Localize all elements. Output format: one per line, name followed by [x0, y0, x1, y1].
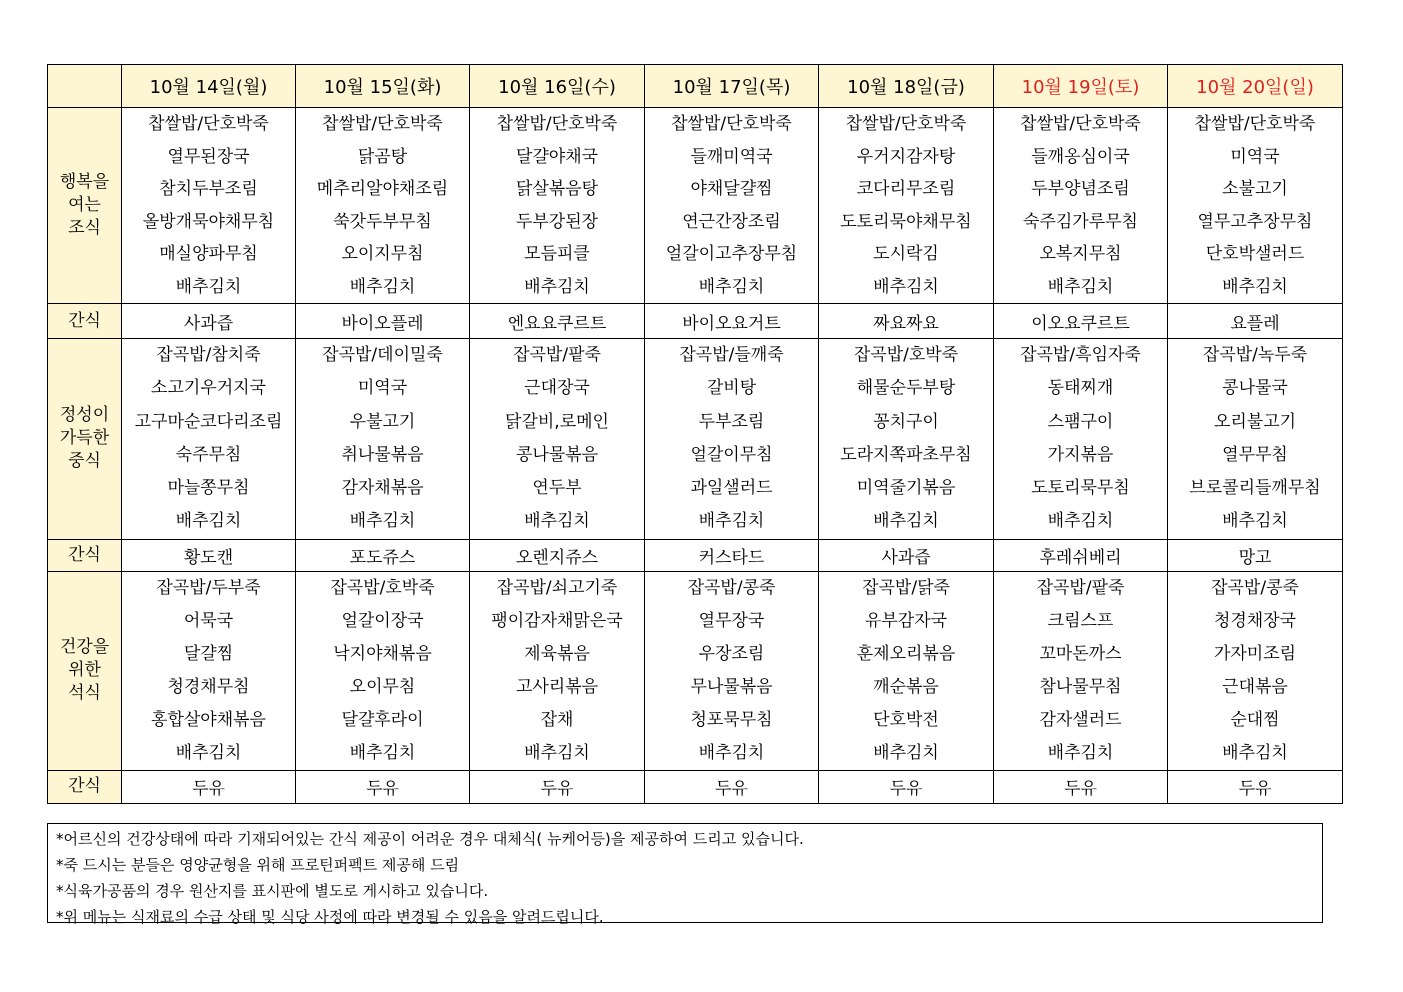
menu-item: 잡곡밥/콩죽 [687, 577, 776, 598]
menu-item: 오리불고기 [1213, 411, 1297, 432]
menu-item: 감자샐러드 [1039, 709, 1122, 730]
menu-item: 들깨옹심이국 [1031, 146, 1130, 167]
menu-item: 배추김치 [175, 276, 242, 297]
menu-item: 찹쌀밥/단호박죽 [671, 114, 792, 134]
menu-item: 홍합살야채볶음 [151, 709, 266, 730]
menu-item: 모듬피클 [524, 244, 590, 264]
meal-cell [819, 108, 994, 304]
menu-item: 고사리볶음 [515, 676, 599, 697]
menu-item: 크림스프 [1047, 610, 1114, 631]
note-line: *위 메뉴는 식재료의 수급 상태 및 식당 사정에 따라 변경될 수 있음을 알려드립니다. [56, 908, 604, 926]
meal-cell [1168, 571, 1343, 770]
menu-item: 잡곡밥/흑임자죽 [1020, 345, 1141, 365]
menu-item: 고구마순코다리조림 [134, 411, 283, 432]
menu-item: 팽이감자채맑은국 [491, 610, 623, 631]
menu-item: 잡곡밥/데이밀죽 [322, 345, 443, 365]
row-label [48, 770, 122, 803]
menu-item: 꼬마돈까스 [1039, 643, 1122, 664]
menu-item: 오복지무침 [1039, 244, 1122, 264]
menu-item: 참치두부조림 [159, 179, 258, 199]
snack-cell: 두유 [296, 770, 470, 803]
row-label-line: 가득한 [59, 428, 110, 449]
menu-item: 청포묵무침 [690, 709, 773, 730]
meal-cell [645, 108, 819, 304]
menu-item: 잡곡밥/쇠고기죽 [496, 577, 618, 598]
note-line: *어르신의 건강상태에 따라 기재되어있는 간식 제공이 어려운 경우 대체식( 뉴케어등)을 제공하여 드리고 있습니다. [56, 830, 804, 848]
meal-cell [819, 339, 994, 540]
corner-cell [48, 65, 122, 108]
meal-cell [296, 108, 470, 304]
menu-item: 숙주김가루무침 [1023, 211, 1138, 232]
menu-item: 배추김치 [524, 276, 590, 297]
row-label-line: 건강을 [59, 637, 110, 658]
menu-item: 올방개묵야채무침 [142, 211, 275, 232]
menu-item: 두부조림 [698, 411, 765, 432]
header-row [48, 65, 1343, 108]
menu-item: 얼갈이장국 [341, 610, 424, 631]
snack-cell: 두유 [1168, 770, 1343, 803]
menu-item: 두부강된장 [515, 211, 599, 232]
menu-item: 유부감자국 [864, 610, 948, 631]
menu-item: 열무고추장무침 [1197, 211, 1313, 232]
snack-cell: 짜요짜요 [819, 304, 994, 339]
meal-cell [645, 571, 819, 770]
menu-item: 단호박전 [873, 709, 939, 730]
menu-item: 도시락김 [873, 244, 939, 264]
menu-item: 마늘쫑무침 [167, 478, 250, 499]
menu-item: 달걀후라이 [341, 709, 424, 730]
menu-item: 잡곡밥/닭죽 [862, 577, 950, 598]
menu-item: 잡곡밥/콩죽 [1211, 577, 1299, 598]
row-label-line: 정성이 [59, 405, 110, 426]
meal-cell [994, 571, 1168, 770]
row-label-line: 중식 [68, 451, 101, 472]
menu-item: 닭살볶음탕 [515, 179, 599, 199]
menu-item: 훈제오리볶음 [856, 643, 956, 664]
menu-item: 배추김치 [524, 511, 590, 532]
menu-item: 갈비탕 [706, 378, 757, 399]
menu-item: 배추김치 [1047, 276, 1114, 297]
menu-item: 숙주무침 [175, 444, 242, 465]
menu-item: 배추김치 [175, 511, 242, 532]
row-label-line: 간식 [68, 310, 101, 331]
meal-cell [470, 571, 645, 770]
menu-item: 찹쌀밥/단호박죽 [496, 114, 618, 134]
menu-item: 제육볶음 [524, 643, 590, 664]
menu-item: 배추김치 [873, 511, 939, 532]
row-label [48, 304, 122, 339]
menu-item: 콩나물볶음 [515, 444, 599, 465]
snack-cell: 후레쉬베리 [994, 539, 1168, 571]
snack-cell: 사과즙 [819, 539, 994, 571]
menu-body [48, 108, 1343, 804]
menu-item: 열무장국 [698, 610, 765, 631]
menu-item: 오이지무침 [341, 244, 424, 264]
row-label-line: 조식 [68, 218, 101, 238]
day-header: 10월 17일(목) [645, 65, 819, 108]
menu-item: 배추김치 [698, 742, 765, 763]
menu-item: 열무무침 [1222, 444, 1288, 465]
meal-cell [1168, 339, 1343, 540]
snack-cell: 두유 [122, 770, 296, 803]
menu-item: 잡채 [540, 709, 574, 730]
snack-cell: 엔요요쿠르트 [470, 304, 645, 339]
snack-cell: 두유 [994, 770, 1168, 803]
menu-item: 도토리묵야채무침 [840, 211, 972, 232]
menu-item: 잡곡밥/호박죽 [330, 577, 435, 598]
day-header: 10월 20일(일) [1168, 65, 1343, 108]
menu-item: 단호박샐러드 [1205, 244, 1305, 264]
meal-cell [296, 339, 470, 540]
meal-cell [994, 108, 1168, 304]
snack-cell: 포도쥬스 [296, 539, 470, 571]
notes-box [47, 823, 1323, 926]
menu-item: 배추김치 [698, 276, 765, 297]
row-label-line: 간식 [68, 776, 101, 797]
menu-item: 닭곰탕 [357, 146, 408, 167]
snack-cell: 오렌지쥬스 [470, 539, 645, 571]
row-label [48, 539, 122, 571]
row-label-line: 석식 [68, 683, 101, 704]
snack-cell: 바이오플레 [296, 304, 470, 339]
menu-item: 배추김치 [349, 742, 416, 763]
menu-item: 낙지야채볶음 [333, 643, 432, 664]
menu-item: 가지볶음 [1047, 444, 1114, 465]
menu-item: 우장조림 [698, 643, 765, 664]
row-label [48, 108, 122, 304]
menu-item: 어묵국 [183, 610, 234, 631]
snack-cell: 망고 [1168, 539, 1343, 571]
menu-item: 미역국 [1230, 146, 1280, 167]
menu-item: 매실양파무침 [159, 244, 258, 264]
meal-cell [122, 339, 296, 540]
row-label-line: 행복을 [59, 172, 110, 192]
meal-cell [470, 108, 645, 304]
menu-item: 배추김치 [1222, 511, 1288, 532]
meal-cell [470, 339, 645, 540]
menu-item: 배추김치 [349, 276, 416, 297]
snack-cell: 바이오요거트 [645, 304, 819, 339]
menu-item: 소불고기 [1222, 179, 1288, 199]
meal-row [48, 339, 1343, 540]
menu-item: 가자미조림 [1213, 643, 1297, 664]
day-header: 10월 14일(월) [122, 65, 296, 108]
menu-item: 배추김치 [1047, 511, 1114, 532]
menu-item: 찹쌀밥/단호박죽 [322, 114, 443, 134]
menu-item: 달걀야채국 [515, 146, 599, 167]
menu-item: 배추김치 [175, 742, 242, 763]
meal-row [48, 571, 1343, 770]
menu-item: 달걀찜 [183, 643, 234, 664]
menu-item: 두부양념조림 [1031, 179, 1130, 199]
meal-cell [819, 571, 994, 770]
menu-item: 꽁치구이 [873, 411, 939, 432]
menu-item: 오이무침 [349, 676, 416, 697]
snack-cell: 두유 [645, 770, 819, 803]
menu-item: 메추리알야채조림 [316, 179, 449, 199]
menu-item: 쑥갓두부무침 [333, 211, 432, 232]
note-line: *식육가공품의 경우 원산지를 표시판에 별도로 게시하고 있습니다. [56, 882, 489, 900]
day-header: 10월 19일(토) [994, 65, 1168, 108]
snack-row [48, 539, 1343, 571]
menu-item: 배추김치 [873, 276, 939, 297]
snack-cell: 이오요쿠르트 [994, 304, 1168, 339]
menu-item: 닭갈비,로메인 [505, 411, 609, 432]
menu-item: 도라지쪽파초무침 [840, 444, 972, 465]
snack-row [48, 304, 1343, 339]
day-header: 10월 15일(화) [296, 65, 470, 108]
menu-item: 잡곡밥/팥죽 [513, 345, 601, 365]
menu-item: 열무된장국 [167, 146, 250, 167]
menu-item: 콩나물국 [1222, 378, 1288, 399]
menu-item: 잡곡밥/팥죽 [1036, 577, 1125, 598]
snack-row [48, 770, 1343, 803]
menu-item: 잡곡밥/녹두죽 [1202, 345, 1308, 365]
menu-item: 배추김치 [698, 511, 765, 532]
menu-item: 잡곡밥/참치죽 [156, 345, 261, 365]
menu-item: 우거지감자탕 [856, 146, 956, 167]
snack-cell: 두유 [819, 770, 994, 803]
day-header: 10월 16일(수) [470, 65, 645, 108]
row-label-line: 위한 [68, 660, 101, 681]
meal-cell [122, 571, 296, 770]
meal-cell [296, 571, 470, 770]
row-label-line: 간식 [68, 544, 101, 565]
menu-item: 미역줄기볶음 [856, 478, 956, 499]
menu-item: 참나물무침 [1039, 676, 1122, 697]
row-label [48, 571, 122, 770]
day-header: 10월 18일(금) [819, 65, 994, 108]
menu-item: 미역국 [357, 378, 408, 399]
menu-item: 찹쌀밥/단호박죽 [845, 114, 967, 134]
meal-cell [122, 108, 296, 304]
menu-item: 해물순두부탕 [856, 378, 956, 399]
menu-item: 잡곡밥/두부죽 [156, 577, 261, 598]
snack-cell: 두유 [470, 770, 645, 803]
note-line: *죽 드시는 분들은 영양균형을 위해 프로틴퍼펙트 제공해 드림 [56, 856, 460, 874]
snack-cell: 요플레 [1168, 304, 1343, 339]
menu-item: 도토리묵무침 [1031, 478, 1130, 499]
menu-item: 얼갈이무침 [690, 444, 773, 465]
menu-item: 청경채무침 [167, 676, 250, 697]
menu-item: 찹쌀밥/단호박죽 [1020, 114, 1141, 134]
menu-item: 야채달걀찜 [690, 179, 773, 199]
snack-cell: 황도캔 [122, 539, 296, 571]
menu-item: 배추김치 [524, 742, 590, 763]
menu-item: 브로콜리들깨무침 [1189, 478, 1321, 499]
menu-item: 배추김치 [1222, 276, 1288, 297]
menu-item: 근대장국 [524, 378, 590, 399]
menu-item: 우불고기 [349, 411, 416, 432]
meal-cell [645, 339, 819, 540]
row-label [48, 339, 122, 540]
menu-item: 잡곡밥/호박죽 [853, 345, 959, 365]
menu-item: 배추김치 [349, 511, 416, 532]
menu-item: 동태찌개 [1047, 378, 1114, 399]
menu-item: 스팸구이 [1047, 411, 1114, 432]
menu-item: 소고기우거지국 [151, 378, 266, 399]
menu-item: 감자채볶음 [341, 478, 424, 499]
menu-item: 순대찜 [1230, 709, 1280, 730]
snack-cell: 커스타드 [645, 539, 819, 571]
menu-item: 무나물볶음 [690, 676, 773, 697]
menu-item: 배추김치 [1222, 742, 1288, 763]
menu-item: 배추김치 [873, 742, 939, 763]
menu-item: 배추김치 [1047, 742, 1114, 763]
row-label-line: 여는 [68, 195, 101, 215]
menu-item: 과일샐러드 [690, 478, 773, 499]
meal-cell [1168, 108, 1343, 304]
meal-row [48, 108, 1343, 304]
snack-cell: 사과즙 [122, 304, 296, 339]
menu-item: 취나물볶음 [341, 444, 424, 465]
meal-cell [994, 339, 1168, 540]
menu-item: 들깨미역국 [690, 146, 773, 167]
weekly-menu-table [47, 64, 1343, 804]
menu-item: 코다리무조림 [856, 179, 956, 199]
menu-item: 찹쌀밥/단호박죽 [1194, 114, 1316, 134]
menu-item: 연근간장조림 [682, 211, 781, 232]
menu-item: 근대볶음 [1222, 676, 1288, 697]
menu-item: 연두부 [532, 478, 582, 499]
menu-item: 청경채장국 [1213, 610, 1297, 631]
menu-item: 잡곡밥/들깨죽 [679, 345, 784, 365]
menu-item: 깨순볶음 [873, 676, 939, 697]
menu-item: 찹쌀밥/단호박죽 [148, 114, 269, 134]
menu-item: 얼갈이고추장무침 [665, 244, 798, 264]
